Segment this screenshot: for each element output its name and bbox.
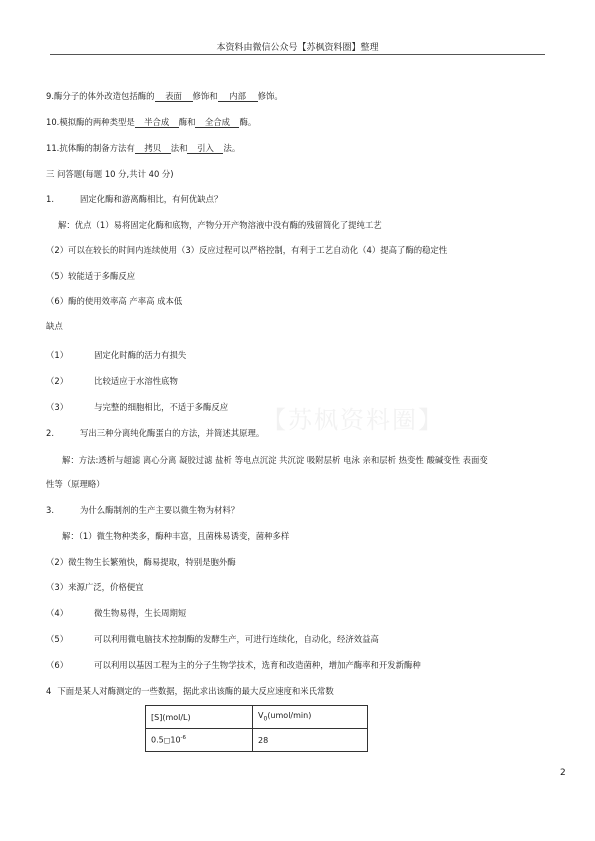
fill-blank-9: 9.酶分子的体外改造包括酶的 表面 修饰和 内部 修饰。: [46, 91, 283, 101]
watermark: 【苏枫资料圈】: [262, 406, 444, 434]
q1-advantages-2-4: （2）可以在较长的时间内连续使用（3）反应过程可以严格控制，有利于工艺自动化（4）提高了酶的稳定性: [46, 245, 448, 255]
q3-item-5: （5） 可以利用微电脑技术控制酶的发酵生产，可进行连续化，自动化，经济效益高: [46, 634, 379, 644]
question-2: 2. 写出三种分离纯化酶蛋白的方法，并简述其原理。: [46, 428, 265, 438]
q3-item-4: （4） 微生物易得，生长周期短: [46, 608, 187, 618]
q1-disadvantage-3: （3） 与完整的细胞相比，不适于多酶反应: [46, 402, 229, 412]
question-3: 3. 为什么酶制剂的生产主要以微生物为材料？: [46, 505, 240, 515]
data-table: [145, 705, 368, 752]
q1-disadvantage-1: （1） 固定化时酶的活力有损失: [46, 350, 187, 360]
blank-answer: 半合成: [135, 117, 179, 128]
fill-blank-10: 10.模拟酶的两种类型是 半合成 酶和 全合成 酶。: [46, 117, 257, 127]
blank-answer: 全合成: [195, 117, 239, 128]
q1-disadvantage-2: （2） 比较适应于水溶性底物: [46, 376, 178, 386]
question-4: 4 下面是某人对酶测定的一些数据，据此求出该酶的最大反应速度和米氏常数: [46, 686, 334, 696]
blank-answer: 引入: [187, 143, 223, 154]
page-number: 2: [560, 768, 566, 778]
fill-blank-11: 11.抗体酶的制备方法有 拷贝 法和 引入 法。: [46, 143, 241, 153]
table-row: [146, 729, 368, 752]
q3-item-6: （6） 可以利用以基因工程为主的分子生物学技术，选育和改造菌种，增加产酶率和开发新酶种: [46, 660, 421, 670]
header-divider: [50, 54, 545, 55]
table-cell: $0.5□10^{-6}$: [146, 729, 253, 752]
table-header-cell: $V_0(umol/\min)$: [253, 706, 368, 729]
table-header-cell: [S](mol/L): [146, 706, 253, 729]
section-title: 三 问答题(每题 10 分,共计 40 分): [46, 169, 174, 179]
q1-answer-intro: 解：优点（1）易将固定化酶和底物，产物分开产物溶液中没有酶的残留简化了提纯工艺: [58, 220, 382, 230]
table-cell: 28: [253, 729, 368, 752]
q1-disadvantages-label: 缺点: [46, 321, 63, 331]
blank-answer: 表面: [155, 91, 193, 102]
page-header: 本资料由微信公众号【苏枫资料圈】整理: [216, 43, 379, 53]
table-header-row: [146, 706, 368, 729]
q3-item-2: （2）微生物生长繁殖快，酶易提取，特别是胞外酶: [46, 557, 236, 567]
q1-advantage-5: （5）较能适于多酶反应: [46, 271, 136, 281]
blank-answer: 拷贝: [135, 143, 171, 154]
q1-advantage-6: （6）酶的使用效率高 产率高 成本低: [46, 296, 183, 306]
q2-answer-line-2: 性等（原理略）: [46, 479, 105, 489]
question-1: 1. 固定化酶和游离酶相比，有何优缺点？: [46, 194, 223, 204]
blank-answer: 内部: [218, 91, 258, 102]
q2-answer-line-1: 解：方法:透析与超滤 离心分离 凝胶过滤 盐析 等电点沉淀 共沉淀 吸附层析 电泳 亲和层析 热变性 酸碱变性 表面变: [62, 455, 488, 465]
q3-answer-intro: 解：（1）微生物种类多，酶种丰富，且菌株易诱变，菌种多样: [62, 531, 290, 541]
q3-item-3: （3）来源广泛，价格便宜: [46, 582, 144, 592]
